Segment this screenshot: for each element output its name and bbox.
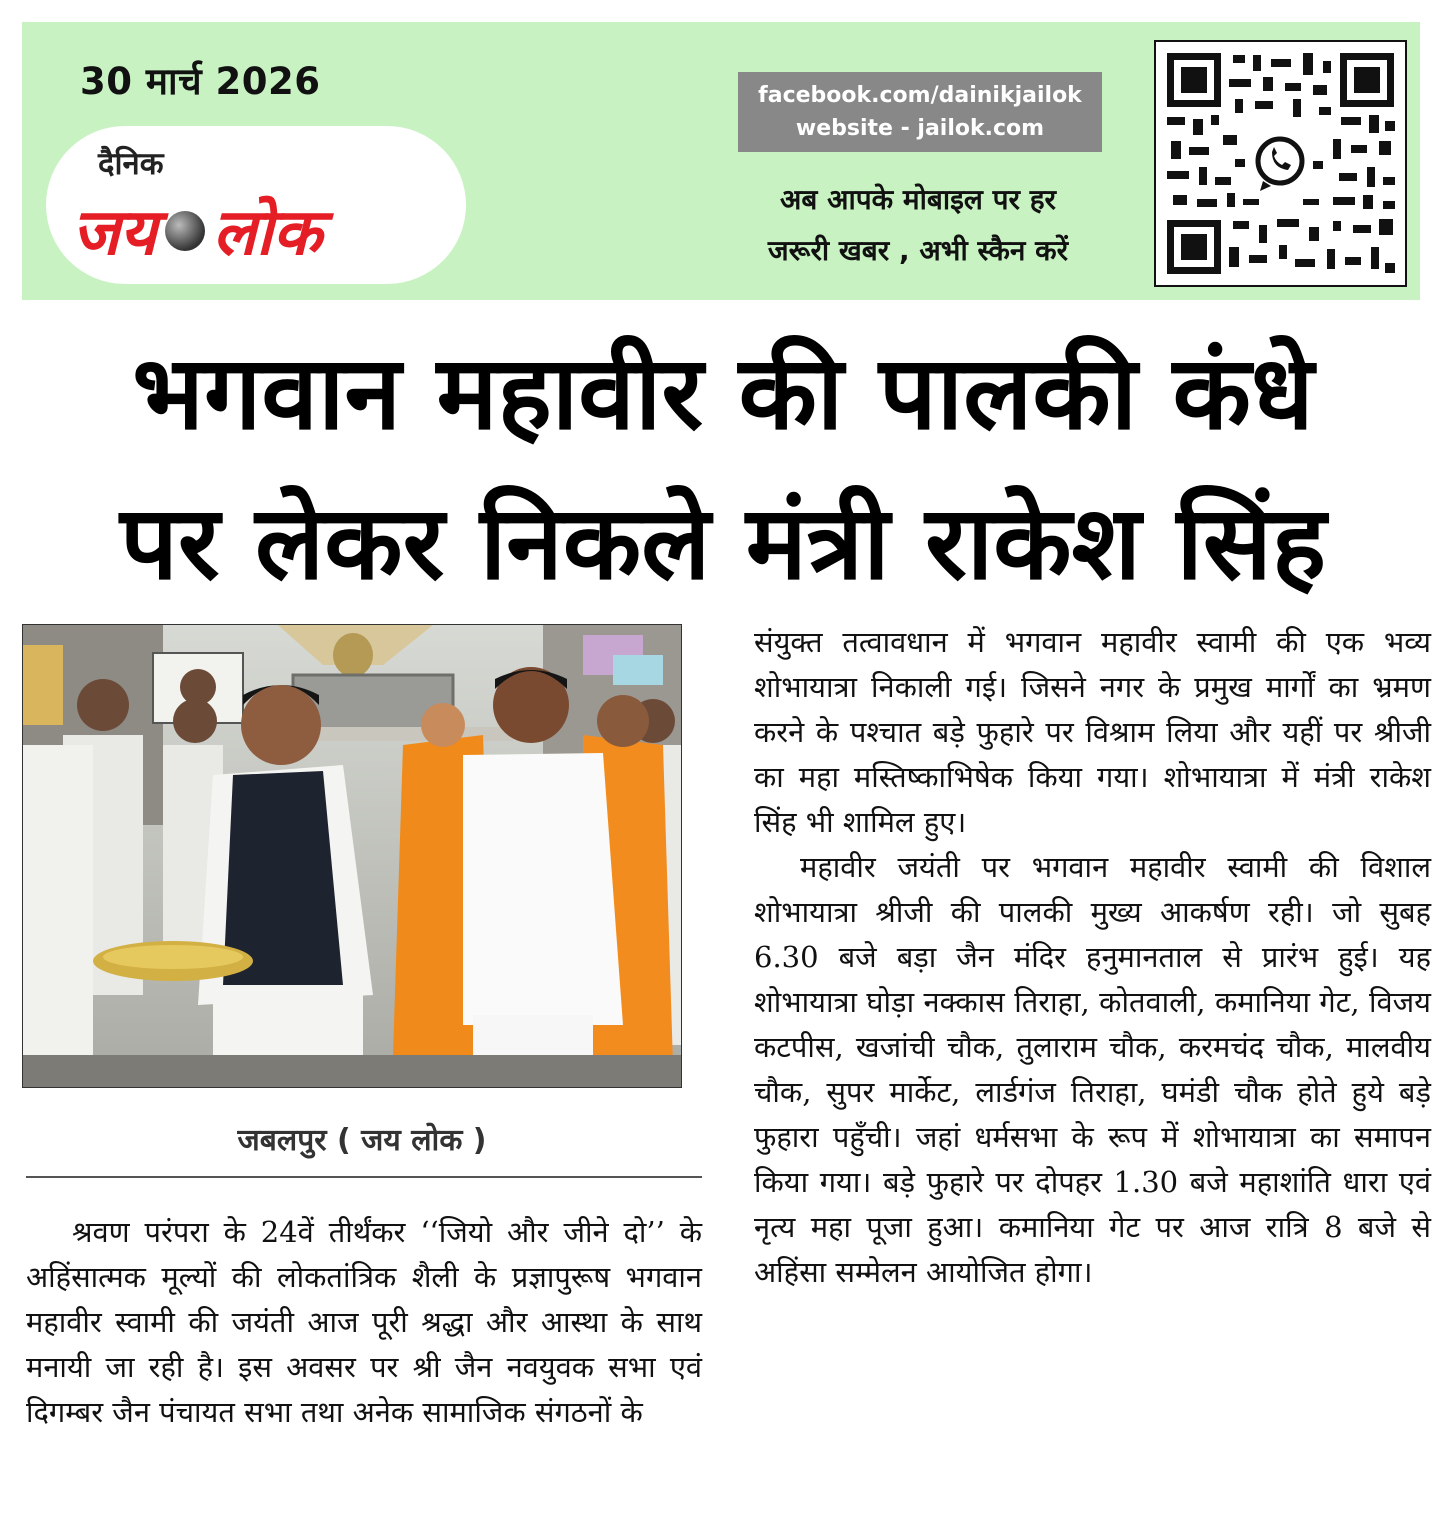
- article-column-left: [26, 1210, 702, 1435]
- logo-prefix: दैनिक: [98, 146, 164, 182]
- masthead: [22, 22, 1420, 300]
- globe-icon: [165, 211, 205, 251]
- edition-date: 30 मार्च 2026: [80, 60, 321, 103]
- promo-line-1: अब आपके मोबाइल पर हर: [779, 183, 1057, 216]
- photo-caption: जबलपुर ( जय लोक ): [237, 1123, 487, 1158]
- headline-line-2: पर लेकर निकले मंत्री राकेश सिंह: [119, 483, 1327, 603]
- headline-line-1: भगवान महावीर की पालकी कंधे: [132, 333, 1314, 453]
- caption-divider: [26, 1176, 702, 1178]
- procession-photo-illustration: [23, 625, 682, 1088]
- logo-title: [72, 186, 322, 273]
- newspaper-logo[interactable]: [46, 126, 466, 284]
- social-links: [738, 72, 1102, 152]
- scan-promo: [718, 174, 1118, 276]
- news-photo: [22, 624, 682, 1088]
- logo-word-lok: लोक: [212, 196, 322, 270]
- article-column-right: [754, 620, 1431, 1295]
- facebook-link[interactable]: facebook.com/dainikjailok: [758, 83, 1082, 108]
- article-paragraph: महावीर जयंती पर भगवान महावीर स्वामी की विशाल शोभायात्रा श्रीजी की पालकी मुख्य आकर्षण रही। जो सुबह 6.30 बजे बड़ा जैन मंदिर हनुमानताल से प्रारंभ हुई। यह शोभायात्रा घोड़ा नक्कास तिराहा, कोतवाली, कमानिया गेट, विजय कटपीस, खजांची चौक, तुलाराम चौक, करमचंद चौक, मालवीय चौक, सुपर मार्केट, लार्डगंज तिराहा, घमंडी चौक होते हुये बड़े फुहारा पहुँची। जहां धर्मसभा के रूप में शोभायात्रा का समापन किया गया। बड़े फुहारे पर दोपहर 1.30 बजे महाशांति धारा एवं नृत्य महा पूजा हुआ। कमानिया गेट पर आज रात्रि 8 बजे से अहिंसा सम्मेलन आयोजित होगा।: [754, 850, 1431, 1289]
- promo-line-2: जरूरी खबर , अभी स्कैन करें: [767, 234, 1069, 267]
- main-headline: [26, 318, 1420, 618]
- website-link[interactable]: website - jailok.com: [795, 116, 1045, 141]
- logo-word-jai: जय: [72, 196, 157, 270]
- article-paragraph: श्रवण परंपरा के 24वें तीर्थंकर ‘‘जियो और जीने दो’’ के अहिंसात्मक मूल्यों की लोकतांत्रिक शैली के प्रज्ञापुरूष भगवान महावीर स्वामी की जयंती आज पूरी श्रद्धा और आस्था के साथ मनायी जा रही है। इस अवसर पर श्री जैन नवयुवक सभा एवं दिगम्बर जैन पंचायत सभा तथा अनेक सामाजिक संगठनों के: [26, 1215, 702, 1429]
- qr-code-graphic: [1163, 49, 1398, 278]
- qr-code[interactable]: [1154, 40, 1407, 287]
- article-paragraph: संयुक्त तत्वावधान में भगवान महावीर स्वामी की एक भव्य शोभायात्रा निकाली गई। जिसने नगर के प्रमुख मार्गों का भ्रमण करने के पश्चात बड़े फुहारे पर विश्राम लिया और यहीं पर श्रीजी का महा मस्तिष्काभिषेक किया गया। शोभायात्रा में मंत्री राकेश सिंह भी शामिल हुए।: [754, 625, 1431, 839]
